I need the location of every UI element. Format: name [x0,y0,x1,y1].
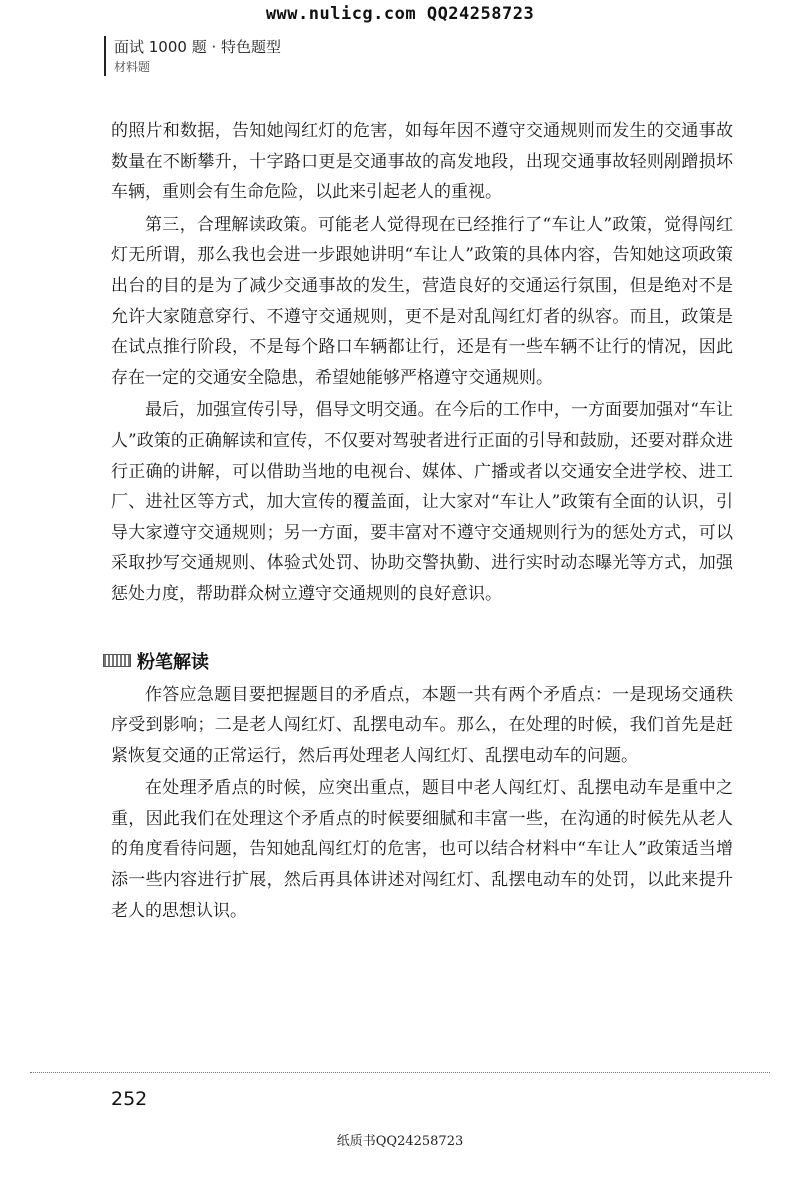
running-head [104,36,281,76]
paragraph-third-point: 第三，合理解读政策。可能老人觉得现在已经推行了“车让人”政策，觉得闯红灯无所谓，那么我也会进一步跟她讲明“车让人”政策的具体内容，告知她这项政策出台的目的是为了减少交通事故的发生，营造良好的交通运行氛围，但是绝对不是允许大家随意穿行、不遵守交通规则，更不是对乱闯红灯者的纵容。而且，政策是在试点推行阶段，不是每个路口车辆都让行，还是有一些车辆不让行的情况，因此存在一定的交通安全隐患，希望她能够严格遵守交通规则。 [111,214,733,388]
running-head-title: 面试 1000 题 · 特色题型 [114,38,282,56]
analysis-paragraph-2: 在处理矛盾点的时候，应突出重点，题目中老人闯红灯、乱摆电动车是重中之重，因此我们在处理这个矛盾点的时候要细腻和丰富一些，在沟通的时候先从老人的角度看待问题，告知她乱闯红灯的危害，也可以结合材料中“车让人”政策适当增添一些内容进行扩展，然后再具体讲述对闯红灯、乱摆电动车的处罚，以此来提升老人的思想认识。 [111,778,733,921]
watermark-top: www.nulicg.com QQ24258723 [265,4,535,24]
section-title: 粉笔解读 [137,651,209,673]
page-number: 252 [111,1088,148,1110]
section-heading [111,648,733,674]
footer-divider [30,1072,770,1073]
chalk-icon [103,654,131,667]
analysis-paragraph-1: 作答应急题目要把握题目的矛盾点，本题一共有两个矛盾点：一是现场交通秩序受到影响；二是老人闯红灯、乱摆电动车。那么，在处理的时候，我们首先是赶紧恢复交通的正常运行，然后再处理老人闯红灯、乱摆电动车的问题。 [111,684,733,766]
paragraph-finally: 最后，加强宣传引导，倡导文明交通。在今后的工作中，一方面要加强对“车让人”政策的正确解读和宣传，不仅要对驾驶者进行正面的引导和鼓励，还要对群众进行正确的讲解，可以借助当地的电视台、媒体、广播或者以交通安全进学校、进工厂、进社区等方式，加大宣传的覆盖面，让大家对“车让人”政策有全面的认识，引导大家遵守交通规则；另一方面，要丰富对不遵守交通规则行为的惩处方式，可以采取抄写交通规则、体验式处罚、协助交警执勤、进行实时动态曝光等方式，加强惩处力度，帮助群众树立遵守交通规则的良好意识。 [111,400,733,604]
paragraph-continued: 的照片和数据，告知她闯红灯的危害，如每年因不遵守交通规则而发生的交通事故数量在不断攀升，十字路口更是交通事故的高发地段，出现交通事故轻则剐蹭损坏车辆，重则会有生命危险，以此来引起老人的重视。 [111,121,733,203]
watermark-bottom: 纸质书QQ24258723 [336,1134,464,1149]
running-head-subtitle: 材料题 [114,60,151,74]
page-body [111,116,733,926]
